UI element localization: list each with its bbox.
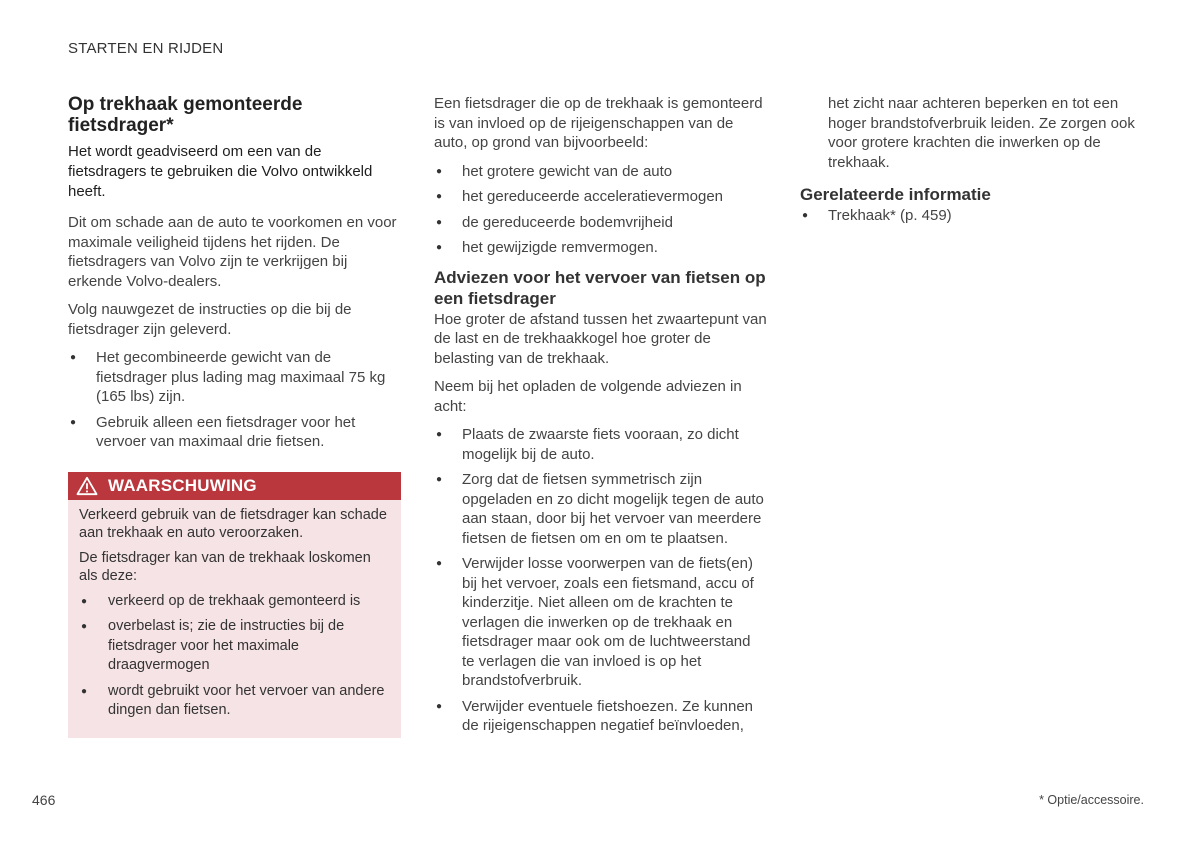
warning-triangle-icon bbox=[76, 476, 98, 496]
list-item: ● verkeerd op de trekhaak gemonteerd is bbox=[79, 592, 391, 612]
lead-paragraph: Het wordt geadviseerd om een van de fietsdragers te gebruiken die Volvo ontwikkeld heeft. bbox=[68, 143, 373, 200]
warning-title: WAARSCHUWING bbox=[108, 475, 257, 495]
list-item: ● Verwijder eventuele fietshoezen. Ze kunnen de rijeigenschappen negatief beïnvloeden, bbox=[434, 697, 767, 736]
list-item: ● het gewijzigde remvermogen. bbox=[434, 238, 767, 258]
warning-body bbox=[68, 500, 401, 738]
related-list bbox=[800, 206, 1145, 226]
paragraph: Neem bij het opladen de volgende adviezen in acht: bbox=[434, 378, 742, 415]
paragraph: Een fietsdrager die op de trekhaak is gemonteerd is van invloed op de rijeigenschappen van de auto, op grond van bijvoorbeeld: bbox=[434, 95, 763, 151]
related-heading: Gerelateerde informatie bbox=[800, 185, 991, 204]
column-middle bbox=[434, 94, 767, 745]
list-item: ● Gebruik alleen een fietsdrager voor het vervoer van maximaal drie fietsen. bbox=[68, 413, 401, 452]
warning-header bbox=[68, 472, 401, 500]
footnote: * Optie/accessoire. bbox=[1039, 793, 1144, 807]
list-item: ● wordt gebruikt voor het vervoer van andere dingen dan fietsen. bbox=[79, 682, 391, 721]
warning-paragraph: Verkeerd gebruik van de fietsdrager kan schade aan trekhaak en auto veroorzaken. bbox=[79, 506, 387, 541]
list-item: ● de gereduceerde bodemvrijheid bbox=[434, 213, 767, 233]
list-item: ● overbelast is; zie de instructies bij de fietsdrager voor het maximale draagvermogen bbox=[79, 617, 391, 676]
paragraph: het zicht naar achteren beperken en tot een hoger brandstofverbruik leiden. Ze zorgen ook voor grotere krachten die inwerken op de trekhaak. bbox=[828, 95, 1135, 171]
bullet-list bbox=[68, 348, 401, 452]
list-item: ● het gereduceerde acceleratievermogen bbox=[434, 187, 767, 207]
column-right bbox=[800, 94, 1145, 235]
section-header: STARTEN EN RIJDEN bbox=[68, 40, 224, 57]
list-item: ● Zorg dat de fietsen symmetrisch zijn opgeladen en zo dicht mogelijk tegen de auto aan staan, door bij het vervoer van meerdere fietsen de fietsen om en om te plaatsen. bbox=[434, 470, 767, 548]
list-item: ● Het gecombineerde gewicht van de fietsdrager plus lading mag maximaal 75 kg (165 lbs) zijn. bbox=[68, 348, 401, 407]
paragraph: Dit om schade aan de auto te voorkomen en voor maximale veiligheid tijdens het rijden. De fietsdragers van Volvo zijn te verkrijgen bij erkende Volvo-dealers. bbox=[68, 214, 397, 290]
column-left bbox=[68, 94, 401, 738]
warning-box bbox=[68, 472, 401, 738]
list-item: ● het grotere gewicht van de auto bbox=[434, 162, 767, 182]
bullet-list bbox=[434, 162, 767, 258]
subheading: Adviezen voor het vervoer van fietsen op een fietsdrager bbox=[434, 267, 766, 308]
list-item: ● Verwijder losse voorwerpen van de fiets(en) bij het vervoer, zoals een fietsmand, accu of kinderzitje. Niet alleen om de krachten te verlagen die inwerken op de trekhaak en fietsdrager maar ook om de luchtweerstand te verlagen die van invloed is op het brandstofverbruik. bbox=[434, 554, 767, 691]
related-link[interactable]: ● Trekhaak* (p. 459) bbox=[800, 206, 1145, 226]
page-title: Op trekhaak gemonteerde fietsdrager* bbox=[68, 94, 303, 136]
bullet-list bbox=[434, 425, 767, 736]
paragraph: Hoe groter de afstand tussen het zwaartepunt van de last en de trekhaakkogel hoe groter de belasting van de trekhaak. bbox=[434, 310, 767, 367]
warning-paragraph: De fietsdrager kan van de trekhaak loskomen als deze: bbox=[79, 549, 371, 584]
paragraph: Volg nauwgezet de instructies op die bij de fietsdrager zijn geleverd. bbox=[68, 301, 352, 338]
page-number: 466 bbox=[32, 792, 56, 808]
list-item: ● Plaats de zwaarste fiets vooraan, zo dicht mogelijk bij de auto. bbox=[434, 425, 767, 464]
warning-bullet-list bbox=[79, 592, 391, 721]
